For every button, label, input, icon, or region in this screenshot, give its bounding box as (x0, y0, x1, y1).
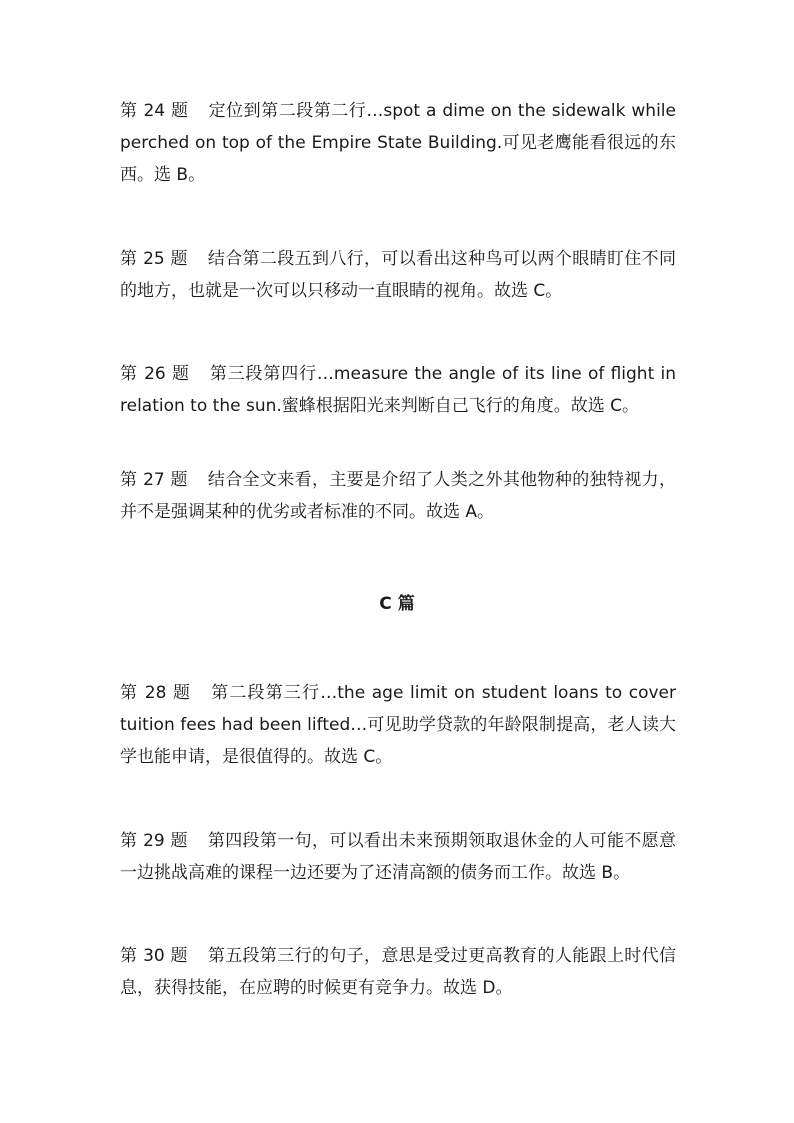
answer-explanation: 定位到第二段第二行…spot a dime on the sidewalk while perched on top of the Empire State Building.可见老鹰能看很远的东西。选 B。 (120, 101, 676, 185)
answer-29 (120, 825, 676, 889)
answer-25 (120, 243, 676, 307)
answer-explanation: 第四段第一句，可以看出未来预期领取退休金的人可能不愿意一边挑战高难的课程一边还要为了还清高额的债务而工作。故选 B。 (120, 831, 676, 883)
answer-explanation: 第二段第三行…the age limit on student loans to cover tuition fees had been lifted…可见助学贷款的年龄限制提高，老人读大学也能申请，是很值得的。故选 C。 (120, 683, 676, 767)
question-number: 第 26 题 (120, 364, 190, 384)
question-number: 第 30 题 (120, 946, 188, 966)
question-number: 第 25 题 (120, 249, 188, 269)
question-number: 第 28 题 (120, 683, 192, 703)
question-number: 第 29 题 (120, 831, 188, 851)
question-number: 第 24 题 (120, 101, 189, 121)
answer-explanation: 结合第二段五到八行，可以看出这种鸟可以两个眼睛盯住不同的地方，也就是一次可以只移动一直眼睛的视角。故选 C。 (120, 249, 676, 301)
answer-27 (120, 464, 676, 528)
answer-30 (120, 940, 676, 1004)
answer-24 (120, 95, 676, 191)
section-title: C 篇 (379, 594, 415, 614)
question-number: 第 27 题 (120, 470, 188, 490)
answer-26 (120, 358, 676, 422)
answer-28 (120, 677, 676, 773)
answer-explanation: 第五段第三行的句子，意思是受过更高教育的人能跟上时代信息，获得技能，在应聘的时候更有竞争力。故选 D。 (120, 946, 676, 998)
answer-explanation: 结合全文来看，主要是介绍了人类之外其他物种的独特视力，并不是强调某种的优劣或者标准的不同。故选 A。 (120, 470, 676, 522)
answer-explanation: 第三段第四行…measure the angle of its line of flight in relation to the sun.蜜蜂根据阳光来判断自己飞行的角度。故选 C。 (120, 364, 676, 416)
